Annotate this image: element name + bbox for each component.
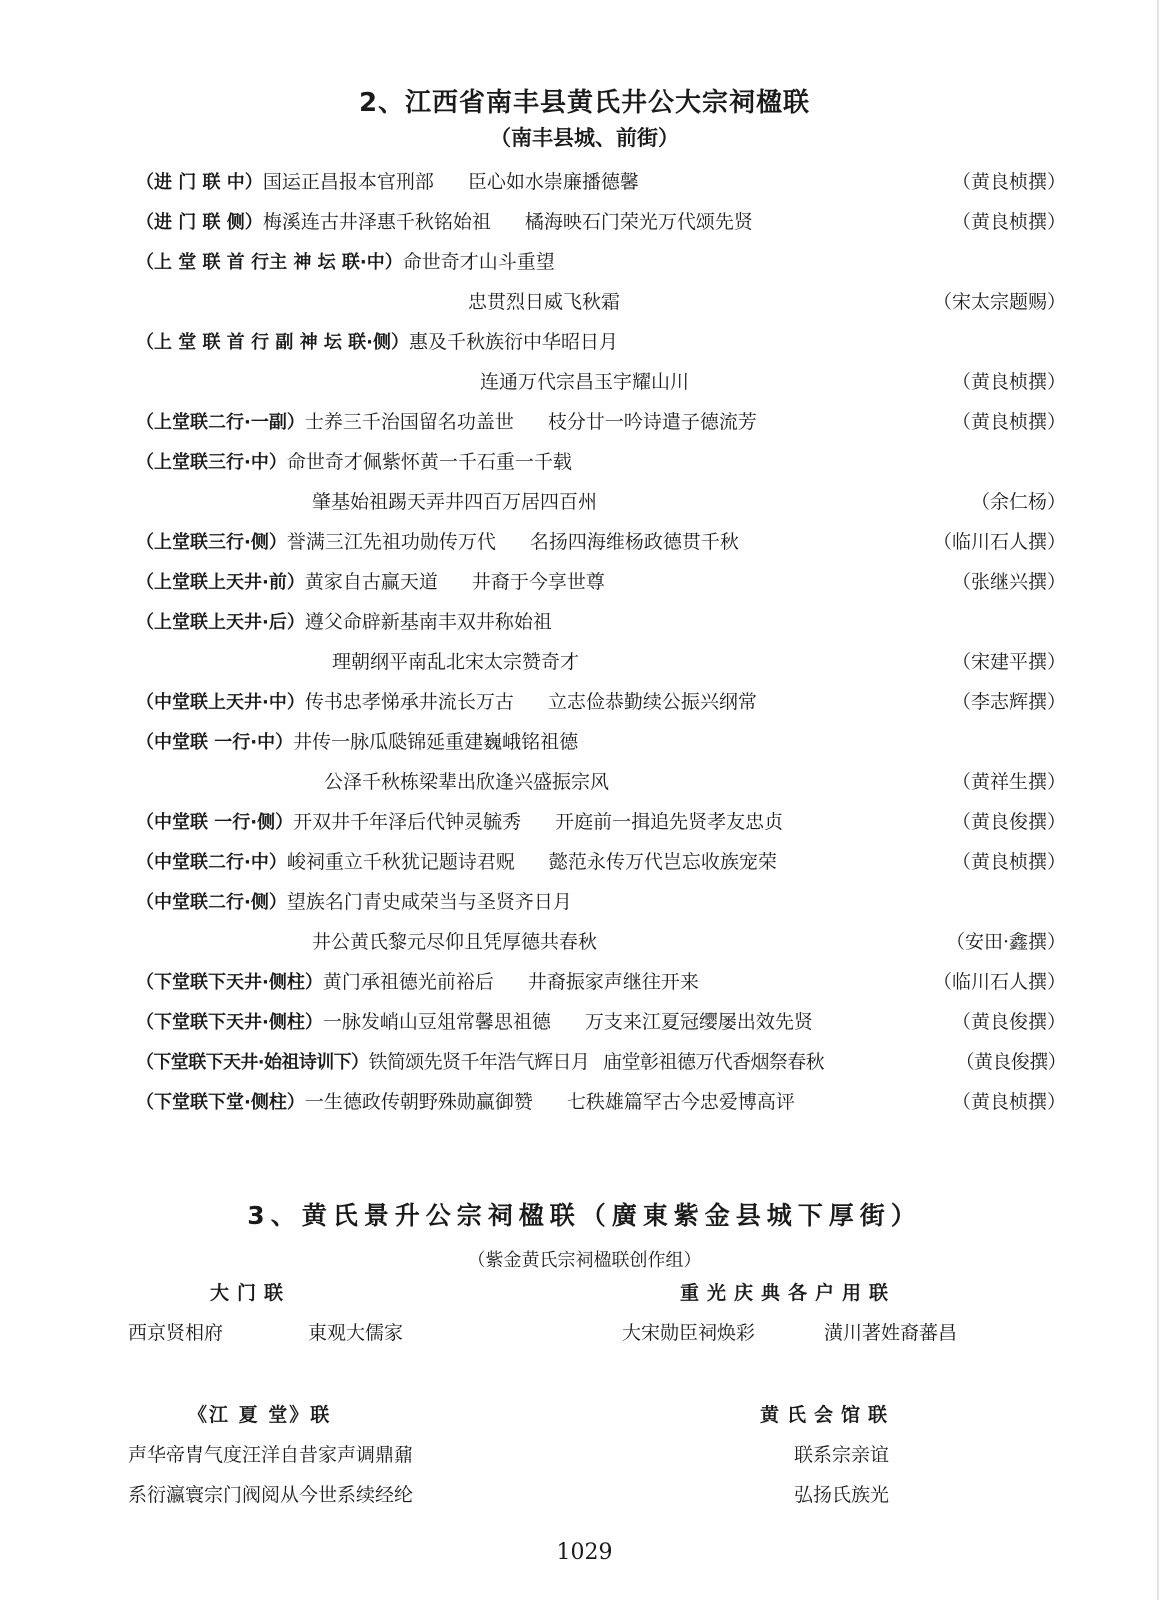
couplet-attribution: （黄祥生撰） — [951, 771, 1066, 793]
festival-couplet-line1: 大宋勋臣祠焕彩 — [622, 1322, 756, 1344]
couplet-label: （进 门 联 侧） — [136, 212, 263, 233]
festival-couplet-heading: 重光庆典各户用联 — [680, 1282, 897, 1304]
couplet-attribution: （临川石人撰） — [932, 971, 1066, 993]
couplet-label: （中堂联 一行·侧） — [136, 812, 294, 833]
couplet-attribution: （黄良桢撰） — [951, 211, 1066, 233]
couplet-label: （上 堂 联 首 行主 神 坛 联·中） — [136, 252, 403, 273]
couplet-text-second: 臣心如水崇廉播德馨 — [467, 171, 639, 193]
couplet-row — [136, 802, 1066, 842]
jiangxia-couplet-line1: 声华帝胄气度汪洋自昔家声调鼎鼐 — [128, 1444, 414, 1466]
couplet-text-second: 井裔振家声继往开来 — [527, 971, 699, 993]
section2-subtitle: （南丰县城、前街） — [490, 126, 679, 150]
couplet-text: 肇基始祖踢天弄井四百万居四百州 — [312, 491, 598, 513]
couplet-text-second: 枝分廿一吟诗遣子德流芳 — [547, 411, 757, 433]
couplet-row — [136, 162, 1066, 202]
couplet-attribution: （临川石人撰） — [932, 531, 1066, 553]
couplet-row — [136, 282, 1066, 322]
couplet-attribution: （宋建平撰） — [951, 651, 1066, 673]
couplet-row — [136, 922, 1066, 962]
couplet-row — [136, 402, 1066, 442]
couplet-attribution: （黄良桢撰） — [951, 851, 1066, 873]
guild-couplet-heading: 黄氏会馆联 — [760, 1404, 896, 1426]
couplet-text: 峻祠重立千秋犹记题诗君贶 — [286, 851, 515, 873]
couplet-label: （中堂联二行·中） — [136, 852, 287, 873]
couplet-label: （上堂联上天井·后） — [136, 612, 305, 633]
couplet-text: 开双井千年泽后代钟灵毓秀 — [293, 811, 522, 833]
section2-title: 2、江西省南丰县黄氏井公大宗祠楹联 — [358, 88, 811, 118]
jiangxia-couplet-heading: 《江 夏 堂》联 — [188, 1404, 332, 1426]
couplet-label: （中堂联上天井·中） — [136, 692, 305, 713]
couplet-attribution: （李志辉撰） — [951, 691, 1066, 713]
couplet-text-second: 庙堂彰祖德万代香烟祭春秋 — [603, 1051, 825, 1073]
jiangxia-couplet-line2: 系衍瀛寰宗门阀阅从今世系续经纶 — [128, 1484, 414, 1506]
couplet-text-second: 万支来江夏冠缨屡出效先贤 — [584, 1011, 813, 1033]
couplet-label: （中堂联二行·侧） — [136, 892, 287, 913]
couplet-text: 命世奇才山斗重望 — [402, 251, 555, 273]
couplet-text-second: 七秩雄篇罕古今忠爱博高评 — [566, 1091, 795, 1113]
couplet-row — [136, 522, 1066, 562]
couplet-label: （上堂联上天井·前） — [136, 572, 305, 593]
couplet-text: 惠及千秋族衍中华昭日月 — [408, 331, 618, 353]
couplet-text-second: 名扬四海维杨政德贯千秋 — [529, 531, 739, 553]
couplet-row — [136, 1042, 1066, 1082]
couplet-row — [136, 242, 1066, 282]
couplet-row — [136, 842, 1066, 882]
couplet-attribution: （余仁杨） — [970, 491, 1066, 513]
couplet-label: （中堂联 一行·中） — [136, 732, 294, 753]
couplet-row — [136, 362, 1066, 402]
couplet-label: （上 堂 联 首 行 副 神 坛 联·侧） — [136, 332, 409, 353]
couplet-attribution: （安田·鑫撰） — [945, 931, 1066, 953]
gate-couplet-line1: 西京贤相府 — [128, 1322, 224, 1344]
couplet-text-second: 懿范永传万代岂忘收族宠荣 — [548, 851, 777, 873]
couplet-attribution: （宋太宗题赐） — [932, 291, 1066, 313]
couplet-label: （上堂联三行·中） — [136, 452, 287, 473]
couplet-text: 铁简颂先贤千年浩气辉日月 — [368, 1051, 590, 1073]
couplet-text: 遵父命辟新基南丰双井称始祖 — [304, 611, 552, 633]
couplet-label: （下堂联下堂·侧柱） — [136, 1092, 305, 1113]
couplet-text: 井传一脉瓜瓞锦延重建巍峨铭祖德 — [293, 731, 579, 753]
couplet-row — [136, 642, 1066, 682]
couplet-row — [136, 442, 1066, 482]
couplet-row — [136, 962, 1066, 1002]
couplet-text: 理朝纲平南乱北宋太宗赞奇才 — [332, 651, 580, 673]
couplet-attribution: （黄良俊撰） — [955, 1051, 1066, 1073]
couplet-text: 梅溪连古井泽惠千秋铭始祖 — [262, 211, 491, 233]
guild-couplet-line2: 弘扬氏族光 — [794, 1484, 890, 1506]
couplet-label: （上堂联三行·侧） — [136, 532, 287, 553]
page-number: 1029 — [556, 1540, 613, 1565]
couplet-text-second: 开庭前一揖追先贤孝友忠贞 — [555, 811, 784, 833]
couplet-attribution: （黄良俊撰） — [951, 1011, 1066, 1033]
couplet-text: 誉满三江先祖功勋传万代 — [286, 531, 496, 553]
couplet-text-second: 立志俭恭勤续公振兴纲常 — [547, 691, 757, 713]
couplet-text: 望族名门青史咸荣当与圣贤齐日月 — [286, 891, 572, 913]
couplet-text: 黄门承祖德光前裕后 — [322, 971, 494, 993]
couplet-text: 一生德政传朝野殊勋赢御赞 — [304, 1091, 533, 1113]
couplet-attribution: （黄良桢撰） — [951, 411, 1066, 433]
couplet-row — [136, 562, 1066, 602]
couplet-row — [136, 602, 1066, 642]
couplet-attribution: （黄良桢撰） — [951, 171, 1066, 193]
couplet-attribution: （黄良桢撰） — [951, 371, 1066, 393]
couplet-row — [136, 762, 1066, 802]
couplet-text: 黄家自古赢天道 — [304, 571, 438, 593]
couplet-list — [136, 162, 1066, 1122]
couplet-label: （进 门 联 中） — [136, 172, 263, 193]
couplet-label: （下堂联下天井·侧柱） — [136, 1012, 323, 1033]
couplet-text: 公泽千秋栋梁辈出欣逢兴盛振宗风 — [324, 771, 610, 793]
gate-couplet-heading: 大门联 — [210, 1282, 292, 1304]
guild-couplet-line1: 联系宗亲谊 — [794, 1444, 890, 1466]
couplet-attribution: （黄良俊撰） — [951, 811, 1066, 833]
couplet-text: 井公黄氏黎元尽仰且凭厚德共春秋 — [312, 931, 598, 953]
couplet-text: 传书忠孝悌承井流长万古 — [304, 691, 514, 713]
couplet-text: 连通万代宗昌玉宇耀山川 — [480, 371, 690, 393]
couplet-attribution: （黄良桢撰） — [951, 1091, 1066, 1113]
couplet-label: （下堂联下天井·始祖诗训下） — [136, 1052, 369, 1073]
couplet-row — [136, 322, 1066, 362]
couplet-text: 士养三千治国留名功盖世 — [304, 411, 514, 433]
couplet-text: 一脉发峭山豆俎常馨思祖德 — [322, 1011, 551, 1033]
couplet-text-second: 橘海映石门荣光万代颂先贤 — [524, 211, 753, 233]
couplet-text: 国运正昌报本官刑部 — [262, 171, 434, 193]
couplet-label: （下堂联下天井·侧柱） — [136, 972, 323, 993]
festival-couplet-line2: 潢川著姓裔蕃昌 — [824, 1322, 958, 1344]
section3-subtitle: （紫金黄氏宗祠楹联创作组） — [467, 1250, 702, 1271]
couplet-row — [136, 682, 1066, 722]
section3-title: 3、黄氏景升公宗祠楹联（廣東紫金县城下厚街） — [247, 1201, 922, 1230]
gate-couplet-line2: 東观大儒家 — [308, 1322, 404, 1344]
couplet-text-second: 井裔于今享世尊 — [471, 571, 605, 593]
couplet-text: 忠贯烈日威飞秋霜 — [468, 291, 621, 313]
couplet-attribution: （张继兴撰） — [951, 571, 1066, 593]
couplet-row — [136, 202, 1066, 242]
couplet-row — [136, 722, 1066, 762]
couplet-row — [136, 482, 1066, 522]
couplet-row — [136, 1082, 1066, 1122]
couplet-text: 命世奇才佩紫怀黄一千石重一千载 — [286, 451, 572, 473]
couplet-row — [136, 882, 1066, 922]
scan-edge-line — [1157, 0, 1159, 1600]
couplet-row — [136, 1002, 1066, 1042]
couplet-label: （上堂联二行·一副） — [136, 412, 305, 433]
